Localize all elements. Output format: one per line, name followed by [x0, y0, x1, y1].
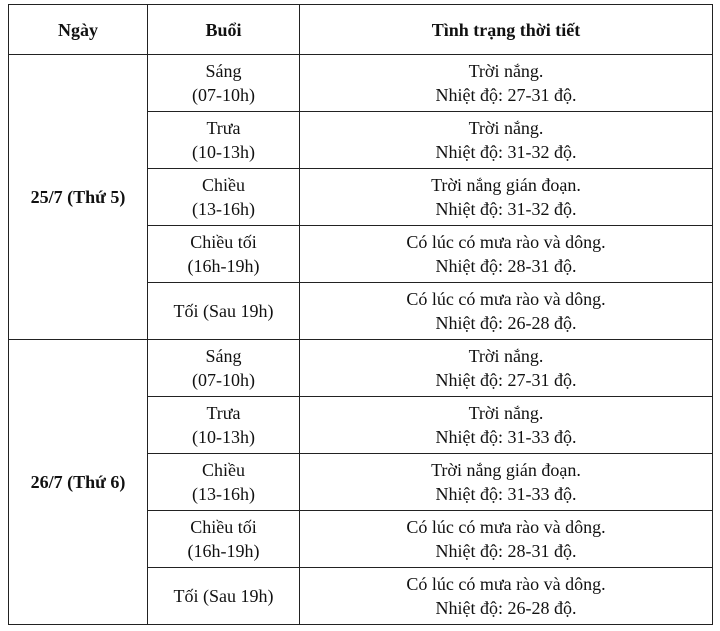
period-time: (16h-19h) [187, 541, 260, 561]
period-label: Chiều tối [190, 517, 257, 537]
period-cell [148, 169, 300, 226]
temperature-text: Nhiệt độ: 28-31 độ. [435, 541, 577, 561]
period-label: Chiều tối [190, 232, 257, 252]
period-label: Tối (Sau 19h) [173, 586, 274, 606]
period-cell [148, 55, 300, 112]
condition-text: Có lúc có mưa rào và dông. [406, 232, 606, 252]
header-row [9, 5, 713, 55]
period-time: (10-13h) [192, 142, 255, 162]
period-label: Chiều [202, 175, 245, 195]
period-cell [148, 283, 300, 340]
condition-text: Trời nắng gián đoạn. [431, 460, 581, 480]
period-time: (07-10h) [192, 85, 255, 105]
condition-text: Trời nắng. [468, 403, 544, 423]
header-day: Ngày [9, 5, 148, 55]
period-label: Sáng [205, 346, 242, 366]
condition-text: Trời nắng. [468, 346, 544, 366]
temperature-text: Nhiệt độ: 31-33 độ. [435, 427, 577, 447]
temperature-text: Nhiệt độ: 31-33 độ. [435, 484, 577, 504]
period-cell [148, 397, 300, 454]
header-condition: Tình trạng thời tiết [300, 5, 713, 55]
temperature-text: Nhiệt độ: 31-32 độ. [435, 142, 577, 162]
table-row [9, 340, 713, 397]
period-cell [148, 340, 300, 397]
temperature-text: Nhiệt độ: 28-31 độ. [435, 256, 577, 276]
period-label: Trưa [206, 403, 241, 423]
period-label: Chiều [202, 460, 245, 480]
period-cell [148, 568, 300, 625]
condition-text: Trời nắng. [468, 118, 544, 138]
condition-text: Có lúc có mưa rào và dông. [406, 517, 606, 537]
condition-cell [300, 454, 713, 511]
condition-text: Trời nắng. [468, 61, 544, 81]
period-time: (13-16h) [192, 484, 255, 504]
temperature-text: Nhiệt độ: 27-31 độ. [435, 370, 577, 390]
condition-text: Trời nắng gián đoạn. [431, 175, 581, 195]
temperature-text: Nhiệt độ: 26-28 độ. [435, 598, 577, 618]
condition-cell [300, 283, 713, 340]
period-cell [148, 454, 300, 511]
temperature-text: Nhiệt độ: 31-32 độ. [435, 199, 577, 219]
condition-cell [300, 340, 713, 397]
table-row [9, 55, 713, 112]
period-time: (13-16h) [192, 199, 255, 219]
day-cell: 26/7 (Thứ 6) [9, 340, 148, 625]
condition-cell [300, 112, 713, 169]
condition-cell [300, 397, 713, 454]
condition-cell [300, 55, 713, 112]
period-label: Sáng [205, 61, 242, 81]
temperature-text: Nhiệt độ: 27-31 độ. [435, 85, 577, 105]
condition-text: Có lúc có mưa rào và dông. [406, 289, 606, 309]
period-label: Trưa [206, 118, 241, 138]
weather-forecast-table [8, 4, 713, 625]
condition-cell [300, 226, 713, 283]
period-time: (16h-19h) [187, 256, 260, 276]
period-cell [148, 112, 300, 169]
header-period: Buổi [148, 5, 300, 55]
day-cell: 25/7 (Thứ 5) [9, 55, 148, 340]
condition-cell [300, 568, 713, 625]
period-time: (10-13h) [192, 427, 255, 447]
condition-cell [300, 511, 713, 568]
period-cell [148, 511, 300, 568]
period-label: Tối (Sau 19h) [173, 301, 274, 321]
condition-cell [300, 169, 713, 226]
temperature-text: Nhiệt độ: 26-28 độ. [435, 313, 577, 333]
period-time: (07-10h) [192, 370, 255, 390]
period-cell [148, 226, 300, 283]
condition-text: Có lúc có mưa rào và dông. [406, 574, 606, 594]
